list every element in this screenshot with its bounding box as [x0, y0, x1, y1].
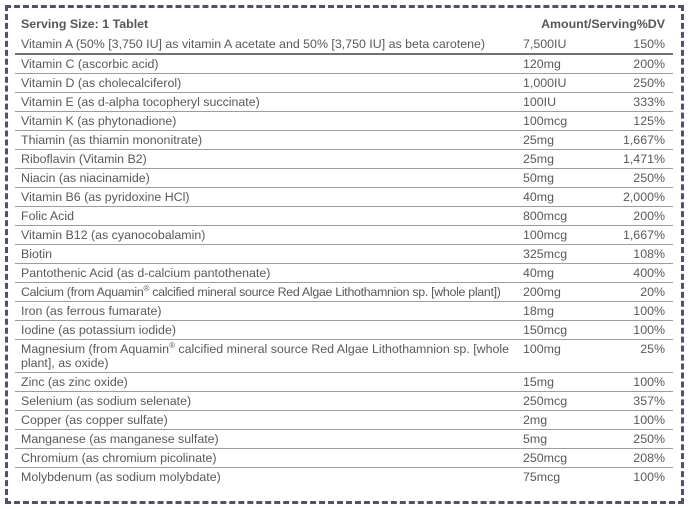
row-biotin [15, 245, 673, 264]
amount-value: 200mg [523, 285, 561, 299]
nutrient-name: Selenium (as sodium selenate) [21, 394, 192, 408]
row-chromium [15, 449, 673, 468]
dv-value: 100% [633, 375, 665, 389]
amount-value: 2mg [523, 413, 548, 427]
amount-value: 50mg [523, 171, 554, 185]
row-folic-acid [15, 207, 673, 226]
row-riboflavin [15, 150, 673, 169]
row-manganese [15, 430, 673, 449]
dv-value: 1,471% [622, 152, 665, 166]
dv-value: 333% [633, 95, 665, 109]
row-iodine [15, 321, 673, 340]
row-vitamin-b6 [15, 188, 673, 207]
row-vitamin-d [15, 74, 673, 93]
nutrient-name: Vitamin C (ascorbic acid) [21, 57, 159, 71]
nutrient-name: Calcium (from Aquamin® calcified mineral source Red Algae Lithothamnion sp. [whole plant]) [21, 283, 501, 299]
dv-value: 100% [633, 323, 665, 337]
nutrient-name: Biotin [21, 247, 52, 261]
dv-value: 250% [633, 171, 665, 185]
nutrient-name: Thiamin (as thiamin mononitrate) [21, 133, 203, 147]
dv-value: 20% [640, 285, 665, 299]
row-vitamin-k [15, 112, 673, 131]
amount-value: 75mcg [523, 470, 561, 484]
nutrient-name: Iodine (as potassium iodide) [21, 323, 176, 337]
dv-value: 357% [633, 394, 665, 408]
amount-value: 15mg [523, 375, 554, 389]
nutrient-name: Molybdenum (as sodium molybdate) [21, 470, 221, 484]
amount-value: 100mcg [523, 228, 568, 242]
nutrient-name: Manganese (as manganese sulfate) [21, 432, 219, 446]
supplement-facts-table [5, 5, 684, 504]
nutrient-name: Vitamin B12 (as cyanocobalamin) [21, 228, 206, 242]
dv-value: 400% [633, 266, 665, 280]
amount-value: 18mg [523, 304, 554, 318]
dv-value: 25% [640, 342, 665, 356]
amount-value: 120mg [523, 57, 561, 71]
row-vitamin-b12 [15, 226, 673, 245]
amount-value: 100mg [523, 342, 561, 356]
nutrient-name: Iron (as ferrous fumarate) [21, 304, 162, 318]
nutrient-name: Niacin (as niacinamide) [21, 171, 150, 185]
amount-value: 250mcg [523, 451, 568, 465]
amount-value: 150mcg [523, 323, 568, 337]
nutrient-name: Pantothenic Acid (as d-calcium pantothenate) [21, 266, 271, 280]
amount-value: 325mcg [523, 247, 568, 261]
row-magnesium [15, 340, 673, 373]
amount-value: 40mg [523, 190, 554, 204]
nutrient-name: Folic Acid [21, 209, 75, 223]
table-header-row [15, 13, 673, 35]
dv-value: 1,667% [622, 133, 665, 147]
nutrient-name: Magnesium (from Aquamin® calcified mineral source Red Algae Lithothamnion sp. [whole plant], as oxide) [21, 340, 510, 370]
amount-value: 25mg [523, 152, 554, 166]
amount-serving-dv-header: Amount/Serving%DV [541, 17, 665, 31]
amount-value: 800mcg [523, 209, 568, 223]
row-niacin [15, 169, 673, 188]
dv-value: 250% [633, 432, 665, 446]
row-vitamin-c [15, 55, 673, 74]
dv-value: 125% [633, 114, 665, 128]
nutrient-name: Vitamin D (as cholecalciferol) [21, 76, 182, 90]
nutrient-name: Copper (as copper sulfate) [21, 413, 168, 427]
row-zinc [15, 373, 673, 392]
row-vitamin-a [15, 35, 673, 55]
amount-value: 7,500IU [523, 37, 567, 51]
nutrient-name: Zinc (as zinc oxide) [21, 375, 128, 389]
row-molybdenum [15, 468, 673, 486]
amount-value: 100mcg [523, 114, 568, 128]
dv-value: 208% [633, 451, 665, 465]
dv-value: 2,000% [622, 190, 665, 204]
amount-value: 25mg [523, 133, 554, 147]
dv-value: 100% [633, 470, 665, 484]
nutrient-name: Vitamin A (50% [3,750 IU] as vitamin A acetate and 50% [3,750 IU] as beta carotene) [21, 37, 486, 51]
row-copper [15, 411, 673, 430]
dv-value: 200% [633, 209, 665, 223]
nutrient-name: Vitamin K (as phytonadione) [21, 114, 177, 128]
serving-size-label: Serving Size: 1 Tablet [21, 17, 149, 31]
dv-value: 200% [633, 57, 665, 71]
row-vitamin-e [15, 93, 673, 112]
dv-value: 1,667% [622, 228, 665, 242]
row-thiamin [15, 131, 673, 150]
amount-value: 100IU [523, 95, 557, 109]
amount-value: 5mg [523, 432, 548, 446]
dv-value: 150% [633, 37, 665, 51]
amount-value: 250mcg [523, 394, 568, 408]
amount-value: 1,000IU [523, 76, 567, 90]
dv-value: 108% [633, 247, 665, 261]
nutrient-name: Vitamin B6 (as pyridoxine HCl) [21, 190, 190, 204]
row-iron [15, 302, 673, 321]
nutrient-name: Chromium (as chromium picolinate) [21, 451, 217, 465]
row-calcium [15, 283, 673, 302]
nutrient-name: Vitamin E (as d-alpha tocopheryl succinate) [21, 95, 260, 109]
nutrient-name: Riboflavin (Vitamin B2) [21, 152, 147, 166]
row-selenium [15, 392, 673, 411]
row-pantothenic-acid [15, 264, 673, 283]
amount-value: 40mg [523, 266, 554, 280]
dv-value: 100% [633, 304, 665, 318]
dv-value: 250% [633, 76, 665, 90]
dv-value: 100% [633, 413, 665, 427]
